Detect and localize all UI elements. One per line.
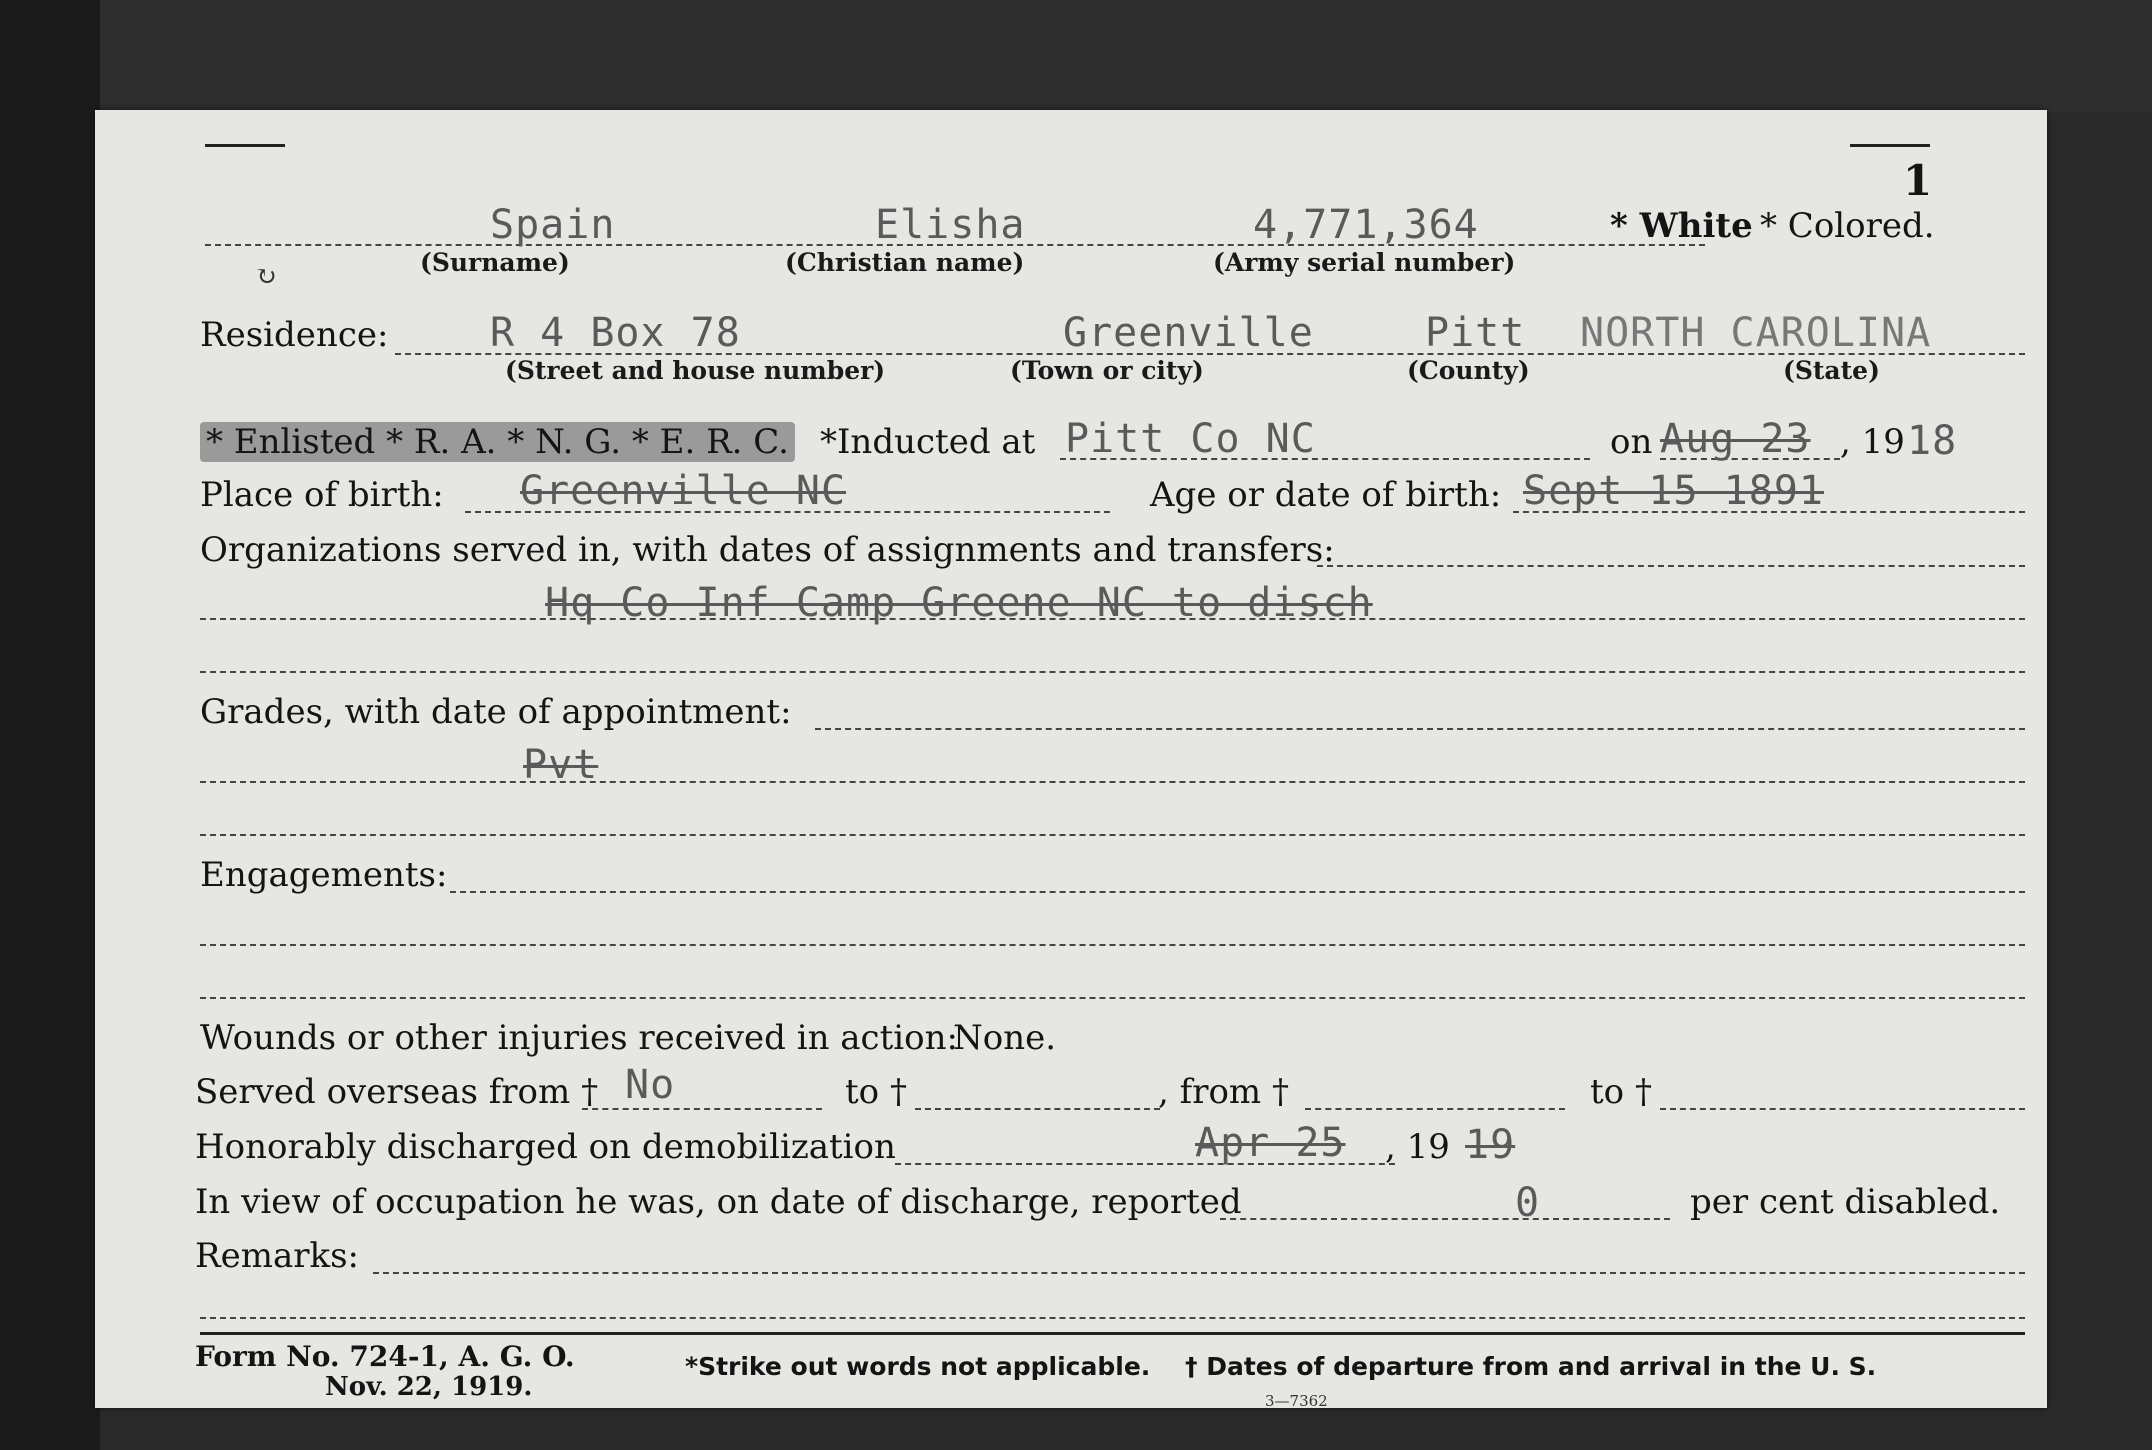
background-left	[0, 0, 100, 1450]
form-number: Form No. 724-1, A. G. O.	[195, 1340, 575, 1373]
state-value: NORTH CAROLINA	[1580, 310, 1932, 356]
organizations-value: Hq Co Inf Camp Greene NC to disch	[545, 580, 1373, 626]
disability-label: In view of occupation he was, on date of discharge, reported	[195, 1182, 1242, 1222]
discharge-label: Honorably discharged on demobilization	[195, 1127, 896, 1167]
serial-number-caption: (Army serial number)	[1213, 248, 1516, 277]
birthdate-value: Sept 15 1891	[1523, 468, 1824, 514]
street-caption: (Street and house number)	[505, 356, 886, 385]
street-value: R 4 Box 78	[490, 310, 741, 356]
engagements-line-2	[200, 944, 2025, 946]
discharge-year-prefix: , 19	[1385, 1127, 1450, 1167]
service-record-card	[95, 110, 2047, 1408]
disability-line	[1220, 1218, 1670, 1220]
surname-value: Spain	[490, 202, 616, 248]
form-date: Nov. 22, 1919.	[325, 1372, 533, 1402]
remarks-label: Remarks:	[195, 1236, 359, 1276]
organizations-label: Organizations served in, with dates of assignments and transfers:	[200, 530, 1335, 570]
discharge-year-value: 19	[1465, 1122, 1516, 1168]
race-white: * White	[1610, 206, 1753, 246]
inducted-label: *Inducted at	[820, 422, 1036, 462]
organizations-line-1	[1317, 565, 2025, 567]
engagements-line-1	[450, 891, 2025, 893]
organizations-line-3	[200, 671, 2025, 673]
grades-line-3	[200, 834, 2025, 836]
disability-value: 0	[1515, 1180, 1541, 1226]
christian-name-value: Elisha	[875, 202, 1026, 248]
birthdate-label: Age or date of birth:	[1150, 475, 1502, 515]
engagements-label: Engagements:	[200, 855, 448, 895]
inducted-place-value: Pitt Co NC	[1065, 416, 1316, 462]
overseas-to2-line	[1660, 1108, 2025, 1110]
overseas-to2-label: to †	[1590, 1072, 1652, 1112]
top-left-rule	[205, 144, 285, 147]
residence-label: Residence:	[200, 315, 389, 355]
background-top	[0, 0, 2152, 112]
grades-line-2	[200, 781, 2025, 783]
birthplace-label: Place of birth:	[200, 475, 444, 515]
overseas-from-label: Served overseas from †	[195, 1072, 599, 1112]
inducted-date-value: Aug 23	[1660, 416, 1811, 462]
on-label: on	[1610, 422, 1653, 462]
grades-value: Pvt	[523, 742, 599, 788]
overseas-from2-line	[1305, 1108, 1565, 1110]
grades-line-1	[815, 728, 2025, 730]
print-code: 3—7362	[1265, 1392, 1328, 1410]
disability-suffix: per cent disabled.	[1690, 1182, 2001, 1222]
county-value: Pitt	[1425, 310, 1526, 356]
christian-name-caption: (Christian name)	[785, 248, 1025, 277]
state-caption: (State)	[1783, 356, 1880, 385]
remarks-line-2	[200, 1317, 2025, 1319]
birthplace-value: Greenville NC	[520, 468, 847, 514]
card-number: 1	[1903, 156, 1933, 205]
overseas-from2-label: , from †	[1158, 1072, 1289, 1112]
wounds-value: None.	[953, 1018, 1057, 1058]
footnote-dates: † Dates of departure from and arrival in the U. S.	[1185, 1352, 1877, 1381]
discharge-date-value: Apr 25	[1195, 1120, 1346, 1166]
inducted-year-value: 18	[1907, 418, 1958, 464]
town-caption: (Town or city)	[1010, 356, 1204, 385]
overseas-from-line	[582, 1108, 822, 1110]
race-colored: * Colored.	[1760, 206, 1935, 246]
overseas-to-label: to †	[845, 1072, 907, 1112]
overseas-value: No	[625, 1062, 676, 1108]
top-right-rule	[1850, 144, 1930, 147]
grades-label: Grades, with date of appointment:	[200, 692, 792, 732]
enlisted-options: * Enlisted * R. A. * N. G. * E. R. C.	[200, 422, 795, 462]
serial-number-value: 4,771,364	[1253, 202, 1479, 248]
wounds-label: Wounds or other injuries received in action:	[200, 1018, 958, 1058]
mark-glyph: ↻	[255, 262, 277, 292]
footer-rule	[200, 1332, 2025, 1335]
inducted-year-prefix: , 19	[1840, 422, 1905, 462]
county-caption: (County)	[1407, 356, 1530, 385]
overseas-to-line	[915, 1108, 1160, 1110]
footnote-strike: *Strike out words not applicable.	[685, 1352, 1151, 1381]
engagements-line-3	[200, 997, 2025, 999]
surname-caption: (Surname)	[420, 248, 570, 277]
remarks-line-1	[373, 1272, 2025, 1274]
town-value: Greenville	[1063, 310, 1314, 356]
